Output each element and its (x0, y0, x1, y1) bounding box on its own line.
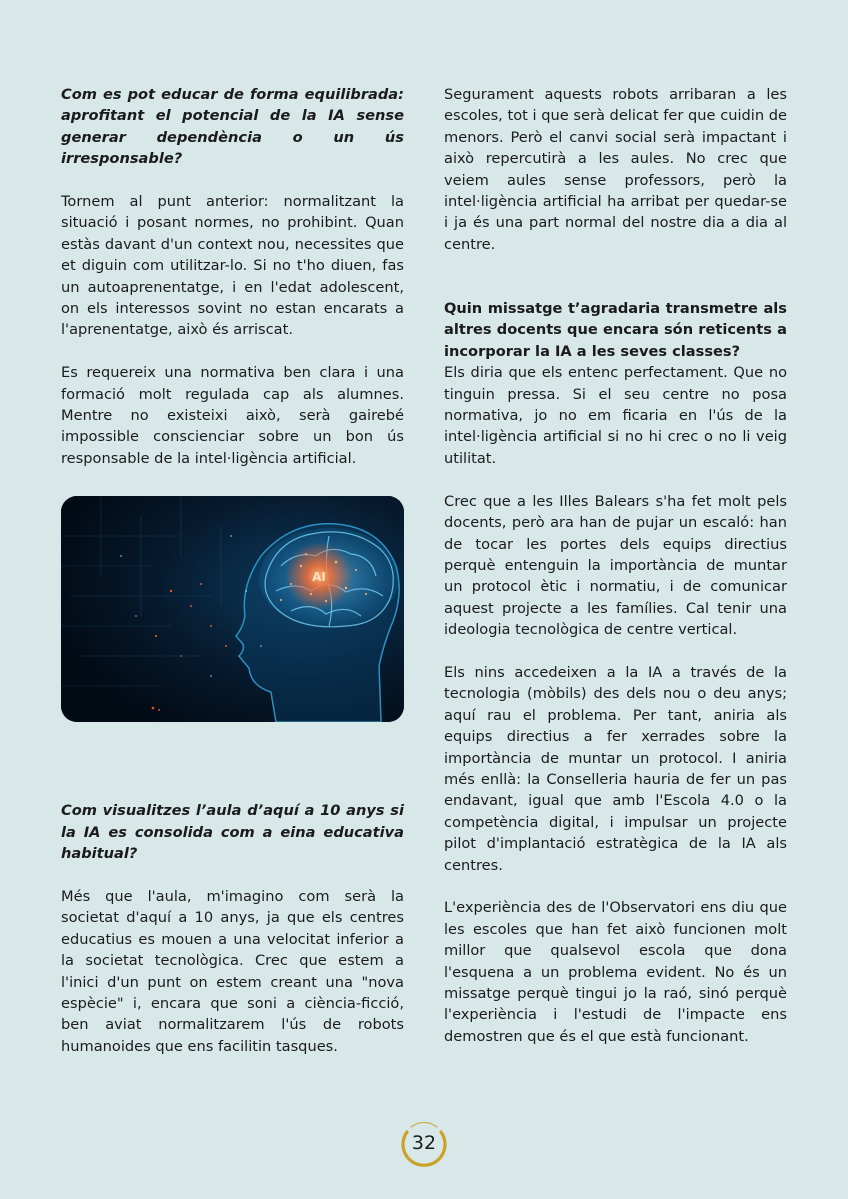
right-column (444, 84, 787, 1047)
paragraph: Més que l'aula, m'imagino com serà la societat d'aquí a 10 anys, ja que els centres educatius es mouen a una velocitat inferior a la societat tecnològica. Crec que estem a l'inici d'un punt on estem creant una "nova espècie" i, encara que soni a ciència-ficció, ben aviat normalitzarem l'ús de robots humanoides que ens facilitin tasques. (61, 887, 404, 1055)
question-heading: Quin missatge t’agradaria transmetre als altres docents que encara són reticents a incorporar la IA a les seves classes? (444, 300, 787, 360)
paragraph: Els diria que els entenc perfectament. Que no tinguin pressa. Si el seu centre no posa normativa, jo no em ficaria en l'ús de la intel·ligència artificial si no hi crec o no li veig utilitat. (444, 364, 787, 467)
paragraph: Segurament aquests robots arribaran a les escoles, tot i que serà delicat fer que cuidin de menors. Però el canvi social serà impactant i això repercutirà a les aules. No crec que veiem aules sense professors, però la intel·ligència artificial ha arribat per quedar-se i ja és una part normal del nostre dia a dia al centre. (444, 86, 787, 253)
page-number: 32 (411, 1132, 437, 1154)
paragraph: Els nins accedeixen a la IA a través de la tecnologia (mòbils) des dels nou o deu anys; aquí rau el problema. Per tant, aniria als equips directius a fer xerrades sobre la importància de muntar un protocol. I aniria més enllà: la Conselleria hauria de fer un pas endavant, igual que amb l'Escola 4.0 o la competència digital, i impulsar un projecte pilot d'implantació estratègica de la IA als centres. (444, 663, 787, 874)
question-heading: Com es pot educar de forma equilibrada: aprofitant el potencial de la IA sense generar dependència o un ús irresponsable? (61, 86, 404, 168)
page-number-badge (397, 1118, 451, 1168)
ai-brain-image (61, 496, 404, 722)
paragraph: Crec que a les Illes Balears s'ha fet molt pels docents, però ara han de pujar un escaló: han de tocar les portes dels equips directius perquè entenguin la importància de muntar un protocol ètic i normatiu, i de comunicar aquest projecte a les famílies. Cal tenir una ideologia tecnològica de centre vertical. (444, 492, 787, 639)
left-column (61, 84, 404, 1057)
paragraph: Es requereix una normativa ben clara i una formació molt regulada cap als alumnes. Mentre no existeixi això, serà gairebé impossible conscienciar sobre un bon ús responsable de la intel·ligència artificial. (61, 364, 404, 467)
paragraph: Tornem al punt anterior: normalitzant la situació i posant normes, no prohibint. Quan estàs davant d'un context nou, necessites que et diguin com utilitzar-lo. Si no t'ho diuen, fas un autoaprenentatge, i en l'edat adolescent, on els interessos sovint no estan encarats a l'aprenentatge, això és arriscat. (61, 193, 404, 339)
ai-label: AI (312, 570, 326, 585)
question-heading: Com visualitzes l’aula d’aquí a 10 anys si la IA es consolida com a eina educativa habitual? (61, 802, 404, 863)
paragraph: L'experiència des de l'Observatori ens diu que les escoles que han fet això funcionen molt millor que qualsevol escola que dona l'esquena a un problema evident. No és un missatge perquè tingui jo la raó, sinó perquè l'experiència i l'estudi de l'impacte ens demostren que és el que està funcionant. (444, 899, 787, 1045)
